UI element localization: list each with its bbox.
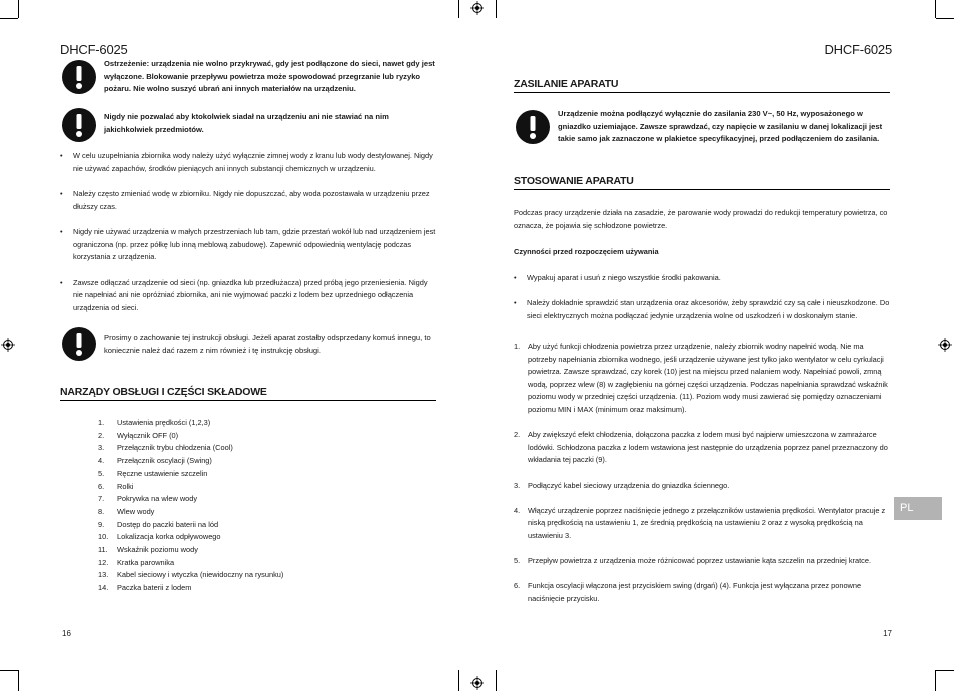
list-item: 1. Ustawienia prędkości (1,2,3) <box>98 418 211 427</box>
list-item: • Należy często zmieniać wodę w zbiorniku. Nigdy nie dopuszczać, aby woda pozostawała w urządzeniu przez dłuższy czas. <box>60 188 438 213</box>
usage-intro: Podczas pracy urządzenie działa na zasadzie, że parowanie wody prowadzi do redukcji temperatury powietrza, co oznacza, że pojawia się schłodzone powietrze. <box>514 208 888 230</box>
warning-text: Nigdy nie pozwalać aby ktokolwiek siadał na urządzeniu ani nie stawiać na nim jakichkolwiek przedmiotów. <box>104 112 389 134</box>
list-item: 6. Funkcja oscylacji włączona jest przyciskiem swing (drgań) (4). Funkcja jest wyłączana przez ponowne naciśnięcie przycisku. <box>514 581 862 603</box>
list-item: • Należy dokładnie sprawdzić stan urządzenia oraz akcesoriów, żeby sprawdzić czy są całe i nieuszkodzone. Do sieci elektrycznych można podłączać jedynie urządzenia wolne od uszkodzeń i w doskonałym stanie. <box>514 297 892 322</box>
page-number: 16 <box>62 629 71 638</box>
model-name: DHCF-6025 <box>60 42 128 57</box>
crop-mark <box>458 0 459 18</box>
registration-mark-icon <box>938 338 952 352</box>
list-item: 1. Aby użyć funkcji chłodzenia powietrza przez urządzenie, należy zbiornik wodny napełnić wodą. Nie ma potrzeby napełniania zbiornika wodnego, jeśli urządzenie używane jest tylko jako wentylator w celu cyrkulacji powietrza. Zawsze sprawdzać, czy korek (10) jest na miejscu przed nalaniem wody. Napełniać powoli, zmną wodą, poprzez wlew (8) w zagłębieniu na górnej części urządzenia. Podczas napełniania sprawdzać wskaźnik poziomu wody w przedniej części urządzenia. (11). Poziom wody musi zawierać się pomiędzy oznaczeniami poziomu MIN i MAX (minimum oraz maksimum). <box>514 342 888 414</box>
parts-list <box>98 417 283 595</box>
list-item: • W celu uzupełniania zbiornika wody należy użyć wyłącznie zimnej wody z kranu lub wody destylowanej. Nigdy nie używać zapachów, środków pieniących ani innych substancji chemicznych w urządzeniu. <box>60 150 438 175</box>
list-item: 3. Przełącznik trybu chłodzenia (Cool) <box>98 443 233 453</box>
section-title: STOSOWANIE APARATU <box>514 175 890 190</box>
page-number: 17 <box>883 629 892 638</box>
crop-mark <box>458 670 459 691</box>
registration-mark-icon <box>470 676 484 690</box>
safety-bullet-list <box>60 150 438 327</box>
registration-mark-icon <box>470 1 484 15</box>
list-item: 7. Pokrywka na wlew wody <box>98 494 198 504</box>
section-title: ZASILANIE APARATU <box>514 78 890 93</box>
left-page <box>60 0 438 691</box>
crop-mark <box>0 670 18 671</box>
warning-text: Ostrzeżenie: urządzenia nie wolno przykrywać, gdy jest podłączone do sieci, nawet gdy jest wyłączone. Blokowanie przepływu powietrza może spowodować przegrzanie lub ryzyko pożaru. Nie wolno suszyć ubrań ani innych materiałów na urządzeniu. <box>104 59 435 94</box>
list-item: 4. Przełącznik oscylacji (Swing) <box>98 456 212 466</box>
list-item: 14. Paczka baterii z lodem <box>98 583 192 593</box>
list-item: 13. Kabel sieciowy i wtyczka (niewidoczny na rysunku) <box>98 570 284 580</box>
exclamation-icon <box>62 60 96 94</box>
crop-mark <box>935 670 936 691</box>
list-item: • Nigdy nie używać urządzenia w małych przestrzeniach lub tam, gdzie przestań wokół lub nad urządzeniem jest ograniczona (np. przez półkę lub inną meblową zabudowę). Zapewnić odpowiednią wentylację podczas korzystania z urządzenia. <box>60 226 438 264</box>
list-item: 3. Podłączyć kabel sieciowy urządzenia do gniazdka ściennego. <box>514 480 730 490</box>
crop-mark <box>18 670 19 691</box>
list-item: 4. Włączyć urządzenie poprzez naciśnięcie jednego z przełączników ustawienia prędkości. Wentylator pracuje z niską prędkością na ustawieniu 1, ze średnią prędkością na ustawieniu 2 oraz z wysoką prędkością na ustawieniu 3. <box>514 505 886 540</box>
list-item: 11. Wskaźnik poziomu wody <box>98 545 198 555</box>
warning-block <box>60 325 438 361</box>
crop-mark <box>496 670 497 691</box>
section-title: NARZĄDY OBSŁUGI I CZĘŚCI SKŁADOWE <box>60 386 436 401</box>
list-item: • Zawsze odłączać urządzenie od sieci (np. gniazdka lub przedłużacza) przed próbą jego przeniesienia. Nigdy nie napełniać ani nie opróżniać zbiornika, ani nie wyjmować paczki z lodem bez uprzedniego odłączenia urządzenia od sieci. <box>60 277 438 315</box>
list-item: 10. Lokalizacja korka odpływowego <box>98 532 221 542</box>
warning-block <box>60 106 438 142</box>
exclamation-icon <box>516 110 550 144</box>
list-item: 2. Wyłącznik OFF (0) <box>98 430 179 440</box>
list-item: • Wypakuj aparat i usuń z niego wszystkie środki pakowania. <box>514 272 892 285</box>
list-item: 2. Aby zwiększyć efekt chłodzenia, dołączona paczka z lodem musi być najpierw umieszczona w zamrażarce lodówki. Schłodzona paczka z lodem wstawiona jest następnie do urządzenia poprzez panel przeznaczony do wkładania tej paczki (9). <box>514 430 888 465</box>
list-item: 5. Przepływ powietrza z urządzenia może różnicować poprzez ustawianie kąta szczelin na przedniej kratce. <box>514 556 872 566</box>
list-item: 8. Wlew wody <box>98 506 155 516</box>
before-use-bullet-list <box>514 272 892 335</box>
subheading: Czynności przed rozpoczęciem używania <box>514 247 659 256</box>
list-item: 6. Rolki <box>98 481 134 491</box>
crop-mark <box>496 0 497 18</box>
crop-mark <box>935 0 936 18</box>
exclamation-icon <box>62 327 96 361</box>
model-name: DHCF-6025 <box>824 42 892 57</box>
list-item: 5. Ręczne ustawienie szczelin <box>98 468 208 478</box>
language-tab: PL <box>894 497 942 520</box>
exclamation-icon <box>62 108 96 142</box>
list-item: 12. Kratka parownika <box>98 557 175 567</box>
warning-block <box>514 108 892 146</box>
list-item: 9. Dostęp do paczki baterii na lód <box>98 519 219 529</box>
warning-block <box>60 58 438 96</box>
right-page <box>514 0 892 691</box>
crop-mark <box>18 0 19 18</box>
warning-text: Prosimy o zachowanie tej instrukcji obsługi. Jeżeli aparat zostałby odsprzedany komuś innegu, to koniecznie należ dać razem z nim również i tę instrukcję obsługi. <box>104 333 431 355</box>
usage-steps <box>514 341 892 605</box>
warning-text: Urządzenie można podłączyć wyłącznie do zasilania 230 V~, 50 Hz, wyposażonego w gniazdko uziemiające. Zawsze sprawdzać, czy napięcie w zasilaniu w danej lokalizacji jest takie samo jak zaznaczone w plakietce specyfikacyjnej, przed podłączeniem do zasilania. <box>558 109 883 144</box>
crop-mark <box>936 670 954 671</box>
crop-mark <box>936 18 954 19</box>
crop-mark <box>0 18 18 19</box>
registration-mark-icon <box>1 338 15 352</box>
